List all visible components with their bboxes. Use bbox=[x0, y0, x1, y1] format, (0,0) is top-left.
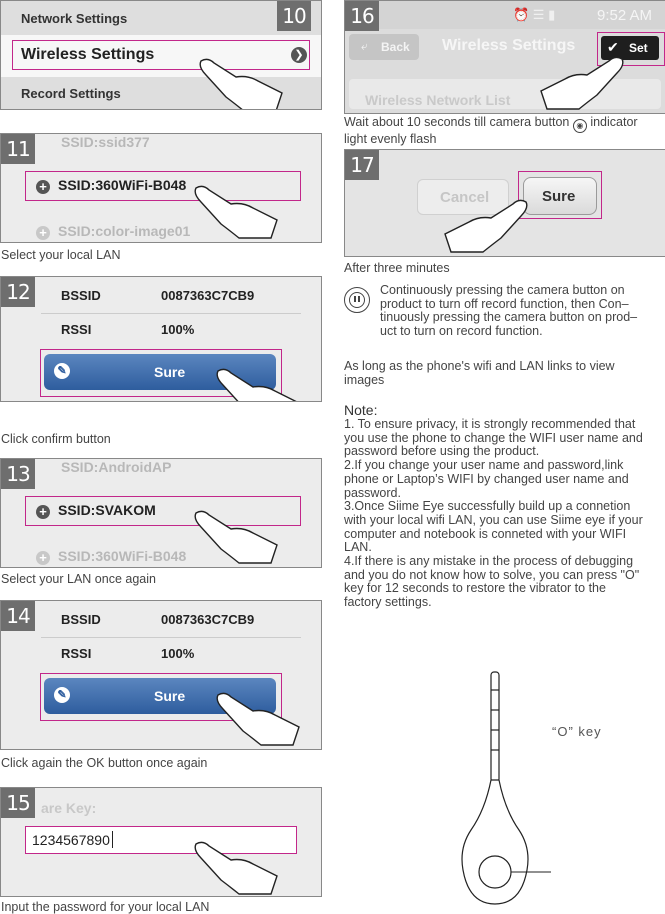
caption: Input the password for your local LAN bbox=[1, 900, 210, 914]
pointing-hand-icon bbox=[191, 836, 281, 896]
panel-step-10 bbox=[0, 0, 322, 110]
caption: Click again the OK button once again bbox=[1, 756, 208, 770]
step-number: 11 bbox=[1, 134, 35, 164]
o-key-label: “O” key bbox=[552, 724, 602, 739]
step-number: 16 bbox=[345, 1, 379, 31]
panel-step-16 bbox=[344, 0, 665, 114]
pencil-icon: ✎ bbox=[54, 687, 70, 703]
note-title: Note: bbox=[344, 402, 378, 418]
panel-step-15 bbox=[0, 787, 322, 897]
panel-step-12 bbox=[0, 276, 322, 402]
check-icon: ✔ bbox=[607, 39, 619, 55]
screen-title: Wireless Settings bbox=[442, 37, 576, 54]
pointing-hand-icon bbox=[191, 180, 281, 240]
bssid-value: 0087363C7CB9 bbox=[161, 612, 255, 627]
step-number: 12 bbox=[1, 277, 35, 307]
pointing-hand-icon bbox=[196, 53, 286, 110]
plus-icon: + bbox=[36, 226, 50, 240]
ssid-list-item[interactable]: SSID:AndroidAP bbox=[61, 459, 172, 475]
note-line: factory settings. bbox=[344, 595, 432, 610]
pointing-hand-icon bbox=[191, 505, 281, 565]
bssid-label: BSSID bbox=[61, 288, 101, 303]
plus-icon: + bbox=[36, 505, 50, 519]
note-line: and you do not know how to solve, you can press "O" bbox=[344, 567, 640, 582]
after-three-minutes: After three minutes bbox=[344, 261, 450, 275]
status-icons: ⏰ ☰ ▮ bbox=[513, 7, 556, 22]
key-label: are Key: bbox=[41, 800, 97, 816]
caption: Select your local LAN bbox=[1, 248, 121, 262]
aslong-text: As long as the phone's wifi and LAN links to view images bbox=[344, 359, 615, 387]
record-settings-label: Record Settings bbox=[21, 86, 121, 101]
sure-button[interactable]: ✎ Sure bbox=[44, 354, 276, 390]
note-line: key for 12 seconds to restore the vibrator to the bbox=[344, 581, 606, 596]
device-antenna bbox=[491, 672, 499, 782]
set-button[interactable]: ✔ Set bbox=[601, 36, 659, 60]
cancel-button[interactable]: Cancel bbox=[417, 179, 509, 215]
pointing-hand-icon bbox=[441, 194, 531, 254]
sure-button[interactable]: Sure bbox=[523, 177, 597, 215]
note-line: with your local wifi LAN, you can use Siime eye if your bbox=[344, 512, 643, 527]
note-line: you use the phone to change the WIFI user name and bbox=[344, 430, 643, 445]
plus-icon: + bbox=[36, 551, 50, 565]
network-settings-label: Network Settings bbox=[21, 11, 128, 26]
ssid-list-item[interactable]: + SSID:360WiFi-B048 bbox=[36, 548, 186, 565]
wait-instruction: Wait about 10 seconds till camera button ◉ indicator light evenly flash bbox=[344, 115, 638, 146]
divider bbox=[41, 637, 301, 638]
status-time: 9:52 AM bbox=[597, 7, 653, 24]
network-list-header: Wireless Network List bbox=[349, 79, 661, 109]
camera-button-icon bbox=[344, 287, 370, 313]
panel-step-17 bbox=[344, 149, 665, 257]
bssid-label: BSSID bbox=[61, 612, 101, 627]
camera-button-icon: ◉ bbox=[573, 119, 587, 133]
panel-step-11 bbox=[0, 133, 322, 243]
step-number: 13 bbox=[1, 459, 35, 489]
bssid-value: 0087363C7CB9 bbox=[161, 288, 255, 303]
panel-step-14 bbox=[0, 600, 322, 750]
pencil-icon: ✎ bbox=[54, 363, 70, 379]
pointing-hand-icon bbox=[213, 363, 303, 402]
note-line: 1. To ensure privacy, it is strongly recommended that bbox=[344, 417, 636, 431]
press-instruction: Continuously pressing the camera button on product to turn off record function, then Con– tinuously pressing the camera button on prod– uct to turn on record function. bbox=[380, 283, 638, 339]
pointing-hand-icon bbox=[213, 687, 303, 747]
back-arrow-icon: ⤶ bbox=[361, 39, 368, 53]
password-input[interactable]: 1234567890 bbox=[25, 826, 297, 854]
note-line: LAN. bbox=[344, 540, 372, 555]
note-line: phone or Laptop’s WIFI by changed user name and bbox=[344, 471, 629, 486]
rssi-label: RSSI bbox=[61, 322, 92, 337]
note-line: 4.If there is any mistake in the process of debugging bbox=[344, 554, 634, 569]
rssi-label: RSSI bbox=[61, 646, 92, 661]
caption: Click confirm button bbox=[1, 432, 111, 446]
network-settings-row[interactable] bbox=[1, 1, 321, 35]
note-line: password. bbox=[344, 485, 401, 500]
pointing-hand-icon bbox=[537, 51, 627, 111]
sure-button[interactable]: ✎ Sure bbox=[44, 678, 276, 714]
step-number: 14 bbox=[1, 601, 35, 631]
ssid-list-item-selected[interactable]: + SSID:360WiFi-B048 bbox=[36, 177, 186, 194]
status-bar bbox=[345, 1, 665, 29]
back-button[interactable]: ⤶ Back bbox=[349, 34, 419, 60]
panel-step-13 bbox=[0, 458, 322, 568]
note-line: 2.If you change your user name and password,link bbox=[344, 458, 624, 473]
rssi-value: 100% bbox=[161, 322, 195, 337]
caption: Select your LAN once again bbox=[1, 572, 156, 586]
ssid-list-item-selected[interactable]: + SSID:SVAKOM bbox=[36, 502, 156, 519]
plus-icon: + bbox=[36, 180, 50, 194]
wireless-settings-label: Wireless Settings bbox=[21, 46, 155, 63]
chevron-right-icon: ❯ bbox=[291, 47, 307, 63]
note-list bbox=[344, 418, 664, 610]
divider bbox=[41, 313, 301, 314]
note-line: password before using the product. bbox=[344, 444, 540, 459]
ssid-list-item[interactable]: + SSID:color-image01 bbox=[36, 223, 190, 240]
step-number: 15 bbox=[1, 788, 35, 818]
rssi-value: 100% bbox=[161, 646, 195, 661]
note-line: computer and notebook is conneted with your WIFI bbox=[344, 526, 627, 541]
ssid-list-item[interactable]: SSID:ssid377 bbox=[61, 134, 150, 150]
text-cursor bbox=[112, 831, 113, 848]
step-number: 17 bbox=[345, 150, 379, 180]
step-number: 10 bbox=[277, 1, 311, 31]
o-key-button bbox=[479, 856, 511, 888]
device-diagram bbox=[455, 670, 565, 910]
note-line: 3.Once Siime Eye successfully build up a connetion bbox=[344, 499, 631, 514]
